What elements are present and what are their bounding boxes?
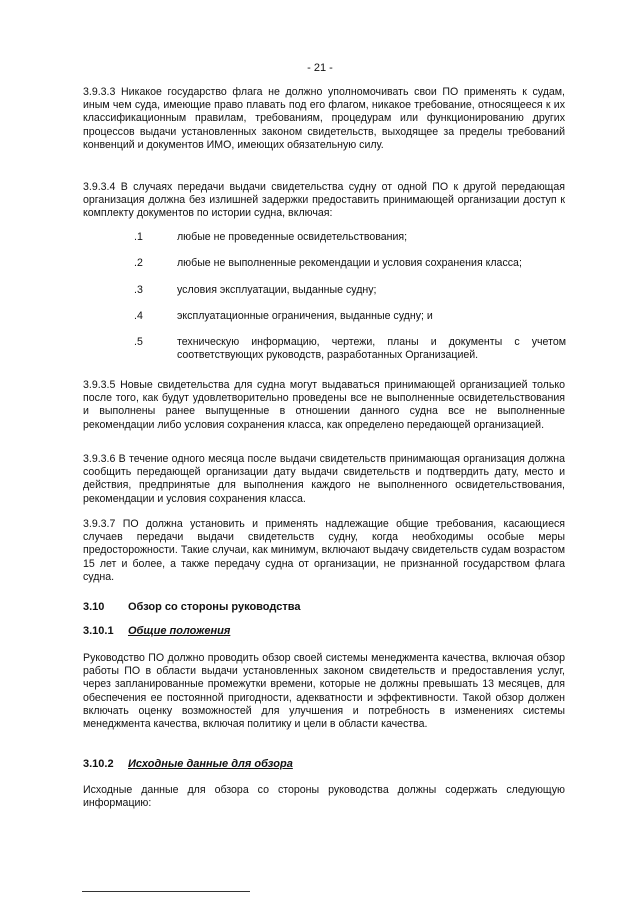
section-number: 3.10.2 — [83, 758, 114, 770]
list-item-text: эксплуатационные ограничения, выданные судну; и — [177, 310, 433, 322]
paragraph-3-9-3-6: 3.9.3.6 В течение одного месяца после выдачи свидетельств принимающая организация должна сообщить передающей организации дату выдачи свидетельств и подтвердить дату, место и действия, предпринятые для выполнения каждого не выполненного освидетельствования, рекомендации и условия сохранения класса. — [83, 453, 565, 505]
list-item-number: .5 — [134, 336, 143, 348]
section-title: Общие положения — [128, 625, 231, 637]
list-item-number: .2 — [134, 257, 143, 269]
list-item-text: техническую информацию, чертежи, планы и документы с учетом соответствующих руководств, разработанных Организацией. — [177, 336, 566, 362]
page-number: - 21 - — [307, 62, 333, 74]
section-number: 3.10.1 — [83, 625, 114, 637]
list-item-text: любые не выполненные рекомендации и условия сохранения класса; — [177, 257, 522, 269]
paragraph-3-9-3-4: 3.9.3.4 В случаях передачи выдачи свидетельства судну от одной ПО к другой передающая организация должна без излишней задержки предоставить принимающей организации доступ к комплекту документов по истории судна, включая: — [83, 181, 565, 220]
footnote-divider — [82, 891, 250, 892]
list-item-number: .4 — [134, 310, 143, 322]
list-item-text: условия эксплуатации, выданные судну; — [177, 284, 377, 296]
section-title: Обзор со стороны руководства — [128, 601, 301, 613]
list-item-text: любые не проведенные освидетельствования; — [177, 231, 408, 243]
section-number: 3.10 — [83, 601, 105, 613]
list-item-number: .3 — [134, 284, 143, 296]
paragraph-3-9-3-5: 3.9.3.5 Новые свидетельства для судна могут выдаваться принимающей организацией только после того, как будут удовлетворительно проведены все не выполненные освидетельствования и выполнены ранее выпущенные в отношении данного судна все не выполненные рекомендации либо условия сохранения класса, как определено передающей организацией. — [83, 379, 565, 431]
section-title: Исходные данные для обзора — [128, 758, 293, 770]
paragraph-3-10-2: Исходные данные для обзора со стороны руководства должны содержать следующую информацию: — [83, 784, 565, 810]
paragraph-3-9-3-3: 3.9.3.3 Никакое государство флага не должно уполномочивать свои ПО применять к судам, иным чем суда, имеющие право плавать под его флагом, никакое требование, относящееся к их классификационным правилам, требованиям, процедурам или функционированию других процессов выдачи установленных законом свидетельств, выходящее за пределы требований конвенций и документов ИМО, имеющих обязательную силу. — [83, 86, 565, 151]
list-item-number: .1 — [134, 231, 143, 243]
paragraph-3-10-1: Руководство ПО должно проводить обзор своей системы менеджмента качества, включая обзор работы ПО в области выдачи установленных законом свидетельств и предоставления услуг, через запланированные промежутки времени, которые не должны превышать 13 месяцев, для обеспечения ее постоянной пригодности, адекватности и эффективности. Такой обзор должен включать оценку возможностей для улучшения и потребность в изменениях системы менеджмента качества, включая политику и цели в области качества. — [83, 652, 565, 731]
paragraph-3-9-3-7: 3.9.3.7 ПО должна установить и применять надлежащие общие требования, касающиеся случаев передачи выдачи свидетельств судну, когда необходимы особые меры предосторожности. Такие случаи, как минимум, включают выдачу свидетельств судам возрастом 15 лет и более, а также передачу судна от организации, не признанной государством флага судна. — [83, 518, 565, 583]
